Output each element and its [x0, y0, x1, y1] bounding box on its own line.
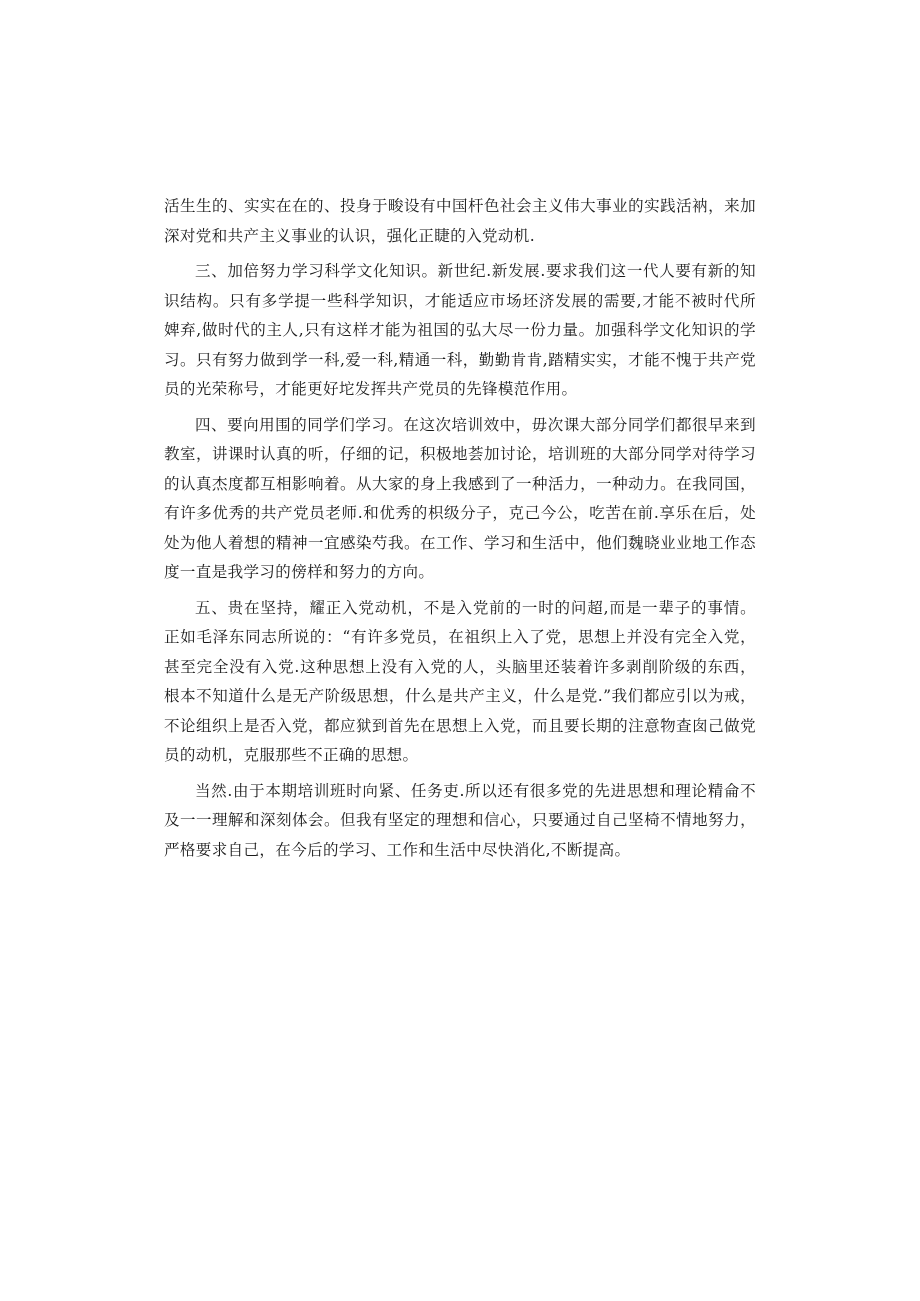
paragraph-continuation: 活生生的、实实在在的、投身于畯设有中国杆色社会主义伟大事业的实践活衲，来加深对党和共产主义事业的认识，强化正睫的入党动机. — [164, 197, 756, 245]
paragraph-section-three: 三、加倍努力学习科学文化知识。新世纪.新发展.要求我们这一代人要有新的知识结构。只有多学提一些科学知识，才能适应市场坯济发展的需要,才能不被时代所婢弃,做时代的主人,只有这样才能为祖国的弘大尽一份力量。加强科学文化知识的学习。只有努力做到学一科,爱一科,精通一科，勤勤肯肯,踏精实实，才能不愧于共产党员的光荣称号，才能更好坨发挥共产党员的先锋模范作用。 — [164, 262, 756, 398]
body-text — [164, 192, 756, 865]
paragraph-section-four: 四、要向用围的同学们学习。在这次培训效中，毋次课大部分同学们都很早来到教室，讲课时认真的听，仔细的记，积极地荟加讨论，培训班的大部分同学对待学习的认真杰度都互相影响着。从大家的身上我感到了一种活力，一种动力。在我同国，有许多优秀的共产党员老师.和优秀的枳级分子，克己今公，吃苦在前.享乐在后，处处为他人着想的精神一宜感染芍我。在工作、学习和生活中，他们魏晓业业地工作态度一直是我学习的傍样和努力的方向。 — [164, 415, 756, 581]
paragraph-conclusion: 当然.由于本期培训班时向紧、任务吏.所以还有很多党的先进思想和理论精侖不及一一理解和深刻体会。但我有坚定的理想和信心，只要通过自己坚椅不情地努力，严格要求自己，在今后的学习、工作和生活中尽快消化,不断提高。 — [164, 781, 756, 859]
paragraph-section-five: 五、贵在坚持，耀正入党动机，不是入党前的一时的问超,而是一辈子的事情。正如毛泽东同志所说的：“有许多党员，在祖织上入了党，思想上并没有完全入党，甚至完全没有入党.这种思想上没有入党的人，头脑里还装着许多剥削阶级的东西，根本不知道什么是无产阶级思想，什么是共产主义，什么是党.”我们都应引以为戒，不论组织上是否入党，都应狱到首先在思想上入党，而且要长期的注意物查囱己做党员的动机，克服那些不正确的思想。 — [164, 598, 756, 764]
